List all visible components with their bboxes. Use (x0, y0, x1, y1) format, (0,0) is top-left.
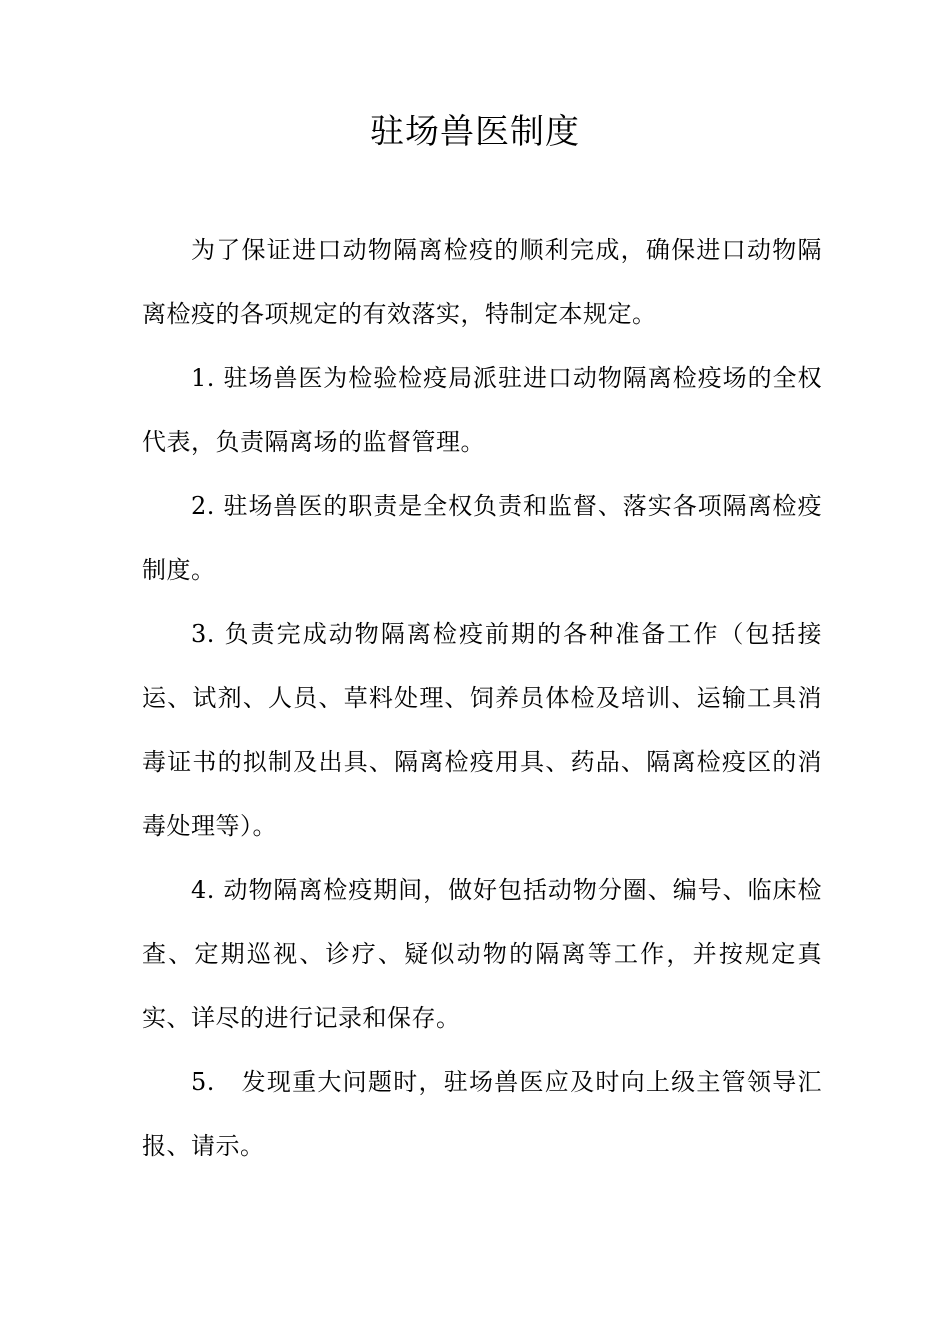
document-title: 驻场兽医制度 (370, 112, 580, 152)
document-body (142, 218, 822, 1178)
paragraph-item-5: 5. 发现重大问题时，驻场兽医应及时向上级主管领导汇报、请示。 (142, 1068, 822, 1160)
paragraph-item-2: 2. 驻场兽医的职责是全权负责和监督、落实各项隔离检疫制度。 (142, 492, 822, 584)
paragraph-item-3: 3. 负责完成动物隔离检疫前期的各种准备工作（包括接运、试剂、人员、草料处理、饲养员体检及培训、运输工具消毒证书的拟制及出具、隔离检疫用具、药品、隔离检疫区的消毒处理等）。 (142, 620, 822, 840)
paragraph-item-1: 1. 驻场兽医为检验检疫局派驻进口动物隔离检疫场的全权代表，负责隔离场的监督管理。 (142, 364, 822, 456)
paragraph-intro: 为了保证进口动物隔离检疫的顺利完成，确保进口动物隔离检疫的各项规定的有效落实，特制定本规定。 (142, 236, 822, 328)
paragraph-item-4: 4. 动物隔离检疫期间，做好包括动物分圈、编号、临床检查、定期巡视、诊疗、疑似动物的隔离等工作，并按规定真实、详尽的进行记录和保存。 (142, 876, 822, 1032)
